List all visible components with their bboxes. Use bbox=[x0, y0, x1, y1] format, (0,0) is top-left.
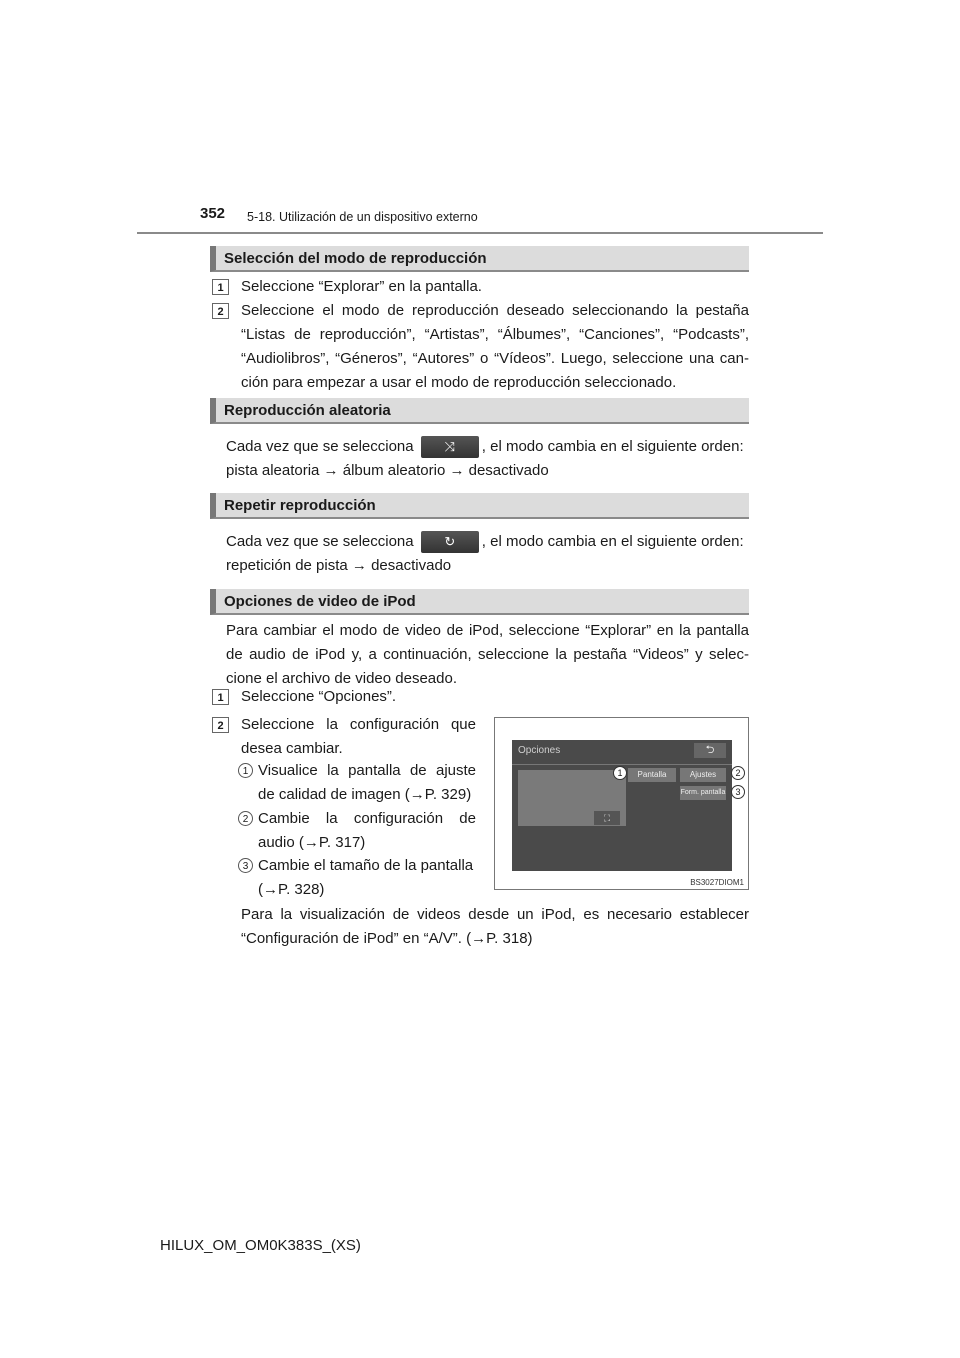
repetir-line1-after: , el modo cambia en el siguiente orden: bbox=[481, 533, 744, 550]
aleatoria-line1 bbox=[226, 435, 749, 459]
expand-icon: ⛶ bbox=[594, 811, 620, 825]
screen-divider bbox=[512, 764, 732, 765]
back-icon: ⮌ bbox=[694, 743, 726, 758]
form-pantalla-button: Form. pantalla bbox=[680, 786, 726, 800]
video-intro-line2: de audio de iPod y, a continuación, seleccione la pestaña “Videos” y selec- bbox=[226, 646, 749, 663]
video-intro-line1: Para cambiar el modo de video de iPod, seleccione “Explorar” en la pantalla bbox=[226, 622, 749, 639]
step-number-2: 2 bbox=[212, 303, 229, 319]
callout-1: 1 bbox=[613, 766, 627, 780]
modo-step2-line1: Seleccione el modo de reproducción deseado seleccionando la pestaña bbox=[241, 302, 749, 319]
item1-line1: Visualice la pantalla de ajuste bbox=[258, 762, 476, 779]
modo-step2-line4: ción para empezar a usar el modo de reproducción seleccionado. bbox=[241, 374, 677, 391]
video-step2-line1: Seleccione la configuración que bbox=[241, 716, 476, 733]
video-note-line1: Para la visualización de videos desde un iPod, es necesario establecer bbox=[241, 906, 749, 923]
aleatoria-line2: pista aleatoria → álbum aleatorio → desactivado bbox=[226, 462, 549, 479]
figure-code: BS3027DIOM1 bbox=[690, 878, 744, 887]
repetir-line1-before: Cada vez que se selecciona bbox=[226, 533, 414, 550]
section-aleatoria-title: Reproducción aleatoria bbox=[210, 398, 749, 424]
options-screen-figure bbox=[494, 717, 749, 890]
header-rule bbox=[137, 232, 823, 234]
repetir-line2: repetición de pista → desactivado bbox=[226, 557, 452, 574]
section-repetir-title: Repetir reproducción bbox=[210, 493, 749, 519]
step-number-1: 1 bbox=[212, 279, 229, 295]
item-number-1: 1 bbox=[238, 763, 253, 778]
modo-step1: Seleccione “Explorar” en la pantalla. bbox=[241, 278, 482, 295]
callout-2: 2 bbox=[731, 766, 745, 780]
video-step-number-2: 2 bbox=[212, 717, 229, 733]
item3-line1: Cambie el tamaño de la pantalla bbox=[258, 857, 474, 874]
video-step2-line2: desea cambiar. bbox=[241, 740, 343, 757]
footer-code: HILUX_OM_OM0K383S_(XS) bbox=[160, 1237, 361, 1254]
aleatoria-line1-before: Cada vez que se selecciona bbox=[226, 438, 414, 455]
ajustes-button: Ajustes bbox=[680, 768, 726, 782]
options-screen bbox=[512, 740, 732, 871]
repeat-button-icon: ↻ bbox=[421, 531, 479, 553]
item2-line1: Cambie la configuración de bbox=[258, 810, 476, 827]
chapter-title: 5-18. Utilización de un dispositivo externo bbox=[247, 210, 478, 224]
shuffle-button-icon: ⤨ bbox=[421, 436, 479, 458]
item1-line2: de calidad de imagen (→P. 329) bbox=[258, 786, 472, 803]
modo-step2-line2: “Listas de reproducción”, “Artistas”, “Álbumes”, “Canciones”, “Podcasts”, bbox=[241, 326, 749, 343]
options-screen-title: Opciones bbox=[518, 745, 561, 756]
video-step1: Seleccione “Opciones”. bbox=[241, 688, 397, 705]
video-step-number-1: 1 bbox=[212, 689, 229, 705]
item3-line2: (→P. 328) bbox=[258, 881, 325, 898]
section-modo-title: Selección del modo de reproducción bbox=[210, 246, 749, 272]
item-number-3: 3 bbox=[238, 858, 253, 873]
pantalla-button: Pantalla bbox=[628, 768, 676, 782]
repetir-line1 bbox=[226, 530, 749, 554]
modo-step2-line3: “Audiolibros”, “Géneros”, “Autores” o “Vídeos”. Luego, seleccione una can- bbox=[241, 350, 749, 367]
item-number-2: 2 bbox=[238, 811, 253, 826]
section-video-title: Opciones de video de iPod bbox=[210, 589, 749, 615]
item2-line2: audio (→P. 317) bbox=[258, 834, 366, 851]
callout-3: 3 bbox=[731, 785, 745, 799]
aleatoria-line1-after: , el modo cambia en el siguiente orden: bbox=[481, 438, 744, 455]
page-number: 352 bbox=[200, 205, 226, 222]
video-note-line2: “Configuración de iPod” en “A/V”. (→P. 318) bbox=[241, 930, 533, 947]
video-intro-line3: cione el archivo de video deseado. bbox=[226, 670, 457, 687]
